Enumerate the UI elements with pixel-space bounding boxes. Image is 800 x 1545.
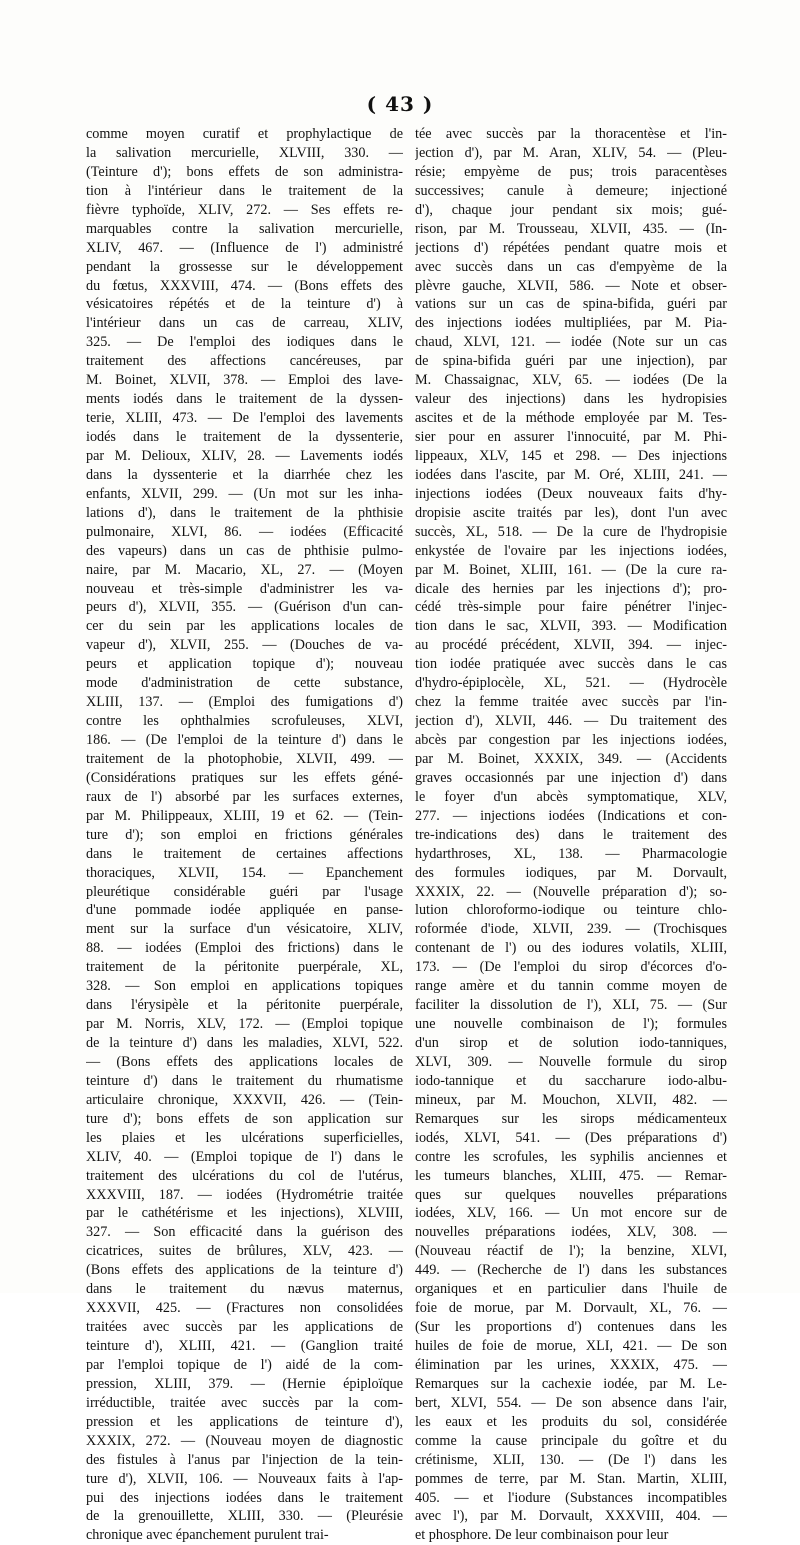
text-line: pleurétique considérable guéri par l'usage — [86, 883, 403, 900]
text-line: iodées dans l'ascite, par M. Oré, XLIII, 241. — — [415, 466, 727, 483]
text-line: successives; canule à demeure; injectioné — [415, 182, 727, 199]
text-line: enfants, XLVII, 299. — (Un mot sur les inha- — [86, 485, 403, 502]
text-line: pommes de terre, par M. Stan. Martin, XLIII, — [415, 1470, 727, 1487]
text-line: jections d') répétées pendant quatre mois et — [415, 239, 727, 256]
text-line: rison, par M. Trousseau, XLVII, 435. — (In- — [415, 220, 727, 237]
text-line: graves occasionnés par une injection d') dans — [415, 769, 727, 786]
text-line: injections iodées (Deux nouveaux faits d'hy- — [415, 485, 727, 502]
text-line: iodo-tannique et du saccharure iodo-albu- — [415, 1072, 727, 1089]
text-line: articulaire chronique, XXXVII, 426. — (Tein- — [86, 1091, 403, 1108]
text-line: par M. Philippeaux, XLIII, 19 et 62. — (Tein- — [86, 807, 403, 824]
left-text-column — [86, 125, 403, 1545]
text-line: fièvre typhoïde, XLIV, 272. — Ses effets re- — [86, 201, 403, 218]
text-line: Remarques sur les sirops médicamenteux — [415, 1110, 727, 1127]
text-line: sier pour en assurer l'innocuité, par M. Phi- — [415, 429, 727, 445]
text-line: contre les scrofules, les syphilis anciennes et — [415, 1148, 727, 1165]
text-line: pendant la grossesse sur le développement — [86, 258, 403, 275]
text-line: (Considérations pratiques sur les effets géné- — [86, 769, 403, 786]
text-line: d'une pommade iodée appliquée en panse- — [86, 902, 403, 919]
text-line: mineux, par M. Mouchon, XLVII, 482. — — [415, 1091, 727, 1108]
text-line: iodées, XLV, 166. — Un mot encore sur de — [415, 1205, 727, 1222]
text-line: iodés dans le traitement de la dyssenterie, — [86, 429, 403, 445]
text-line: pui des injections iodées dans le traitement — [86, 1489, 403, 1506]
text-line: dropisie ascite traités par les), dont l'un avec — [415, 504, 727, 521]
text-line: l'intérieur dans un cas de carreau, XLIV, — [86, 315, 403, 332]
text-line: d'), chaque jour pendant six mois; gué- — [415, 201, 727, 218]
text-line: M. Chassaignac, XLV, 65. — iodées (De la — [415, 372, 727, 389]
text-line: par l'emploi topique de l') aidé de la com- — [86, 1356, 403, 1373]
text-line: par M. Boinet, XLIII, 161. — (De la cure ra- — [415, 561, 727, 578]
text-line: et phosphore. De leur combinaison pour leur — [415, 1527, 669, 1544]
text-line: raux de l') absorbé par les surfaces externes, — [86, 788, 403, 805]
text-line: (Bons effets des applications de la teinture d') — [86, 1262, 403, 1279]
text-line: tion iodée pratiquée avec succès dans le cas — [415, 656, 727, 673]
text-line: valeur des injections) dans les hydropisies — [415, 391, 727, 408]
text-line: une nouvelle combinaison de l'); formules — [415, 1016, 727, 1033]
text-line: traitées avec succès par les applications de — [86, 1319, 403, 1336]
text-line: les plaies et les ulcérations superficielles, — [86, 1129, 403, 1146]
text-line: M. Boinet, XLVII, 378. — Emploi des lave- — [86, 372, 403, 389]
text-line: lations d'), dans le traitement de la phthisie — [86, 504, 403, 521]
text-line: 88. — iodées (Emploi des frictions) dans le — [86, 940, 403, 957]
text-line: vations sur un cas de spina-bifida, guéri par — [415, 296, 727, 313]
text-line: peurs et application topique d'); nouveau — [86, 656, 403, 673]
text-line: de spina-bifida guéri par une injection), par — [415, 353, 727, 370]
text-line: d'un sirop et de solution iodo-tanniques, — [415, 1035, 727, 1051]
text-line: mode d'administration de cette substance, — [86, 675, 403, 692]
text-line: enkystée de l'ovaire par les injections iodées, — [415, 542, 727, 559]
text-line: ture d'); bons effets de son application sur — [86, 1110, 403, 1127]
text-line: la salivation mercurielle, XLVIII, 330. — — [86, 144, 403, 161]
text-line: avec succès dans un cas d'empyème de la — [415, 258, 727, 275]
text-line: bert, XLVI, 554. — De son absence dans l'air, — [415, 1394, 727, 1411]
text-line: roformée d'iode, XLVII, 239. — (Trochisques — [415, 921, 727, 938]
text-line: iodés, XLVI, 541. — (Des préparations d') — [415, 1129, 727, 1146]
text-line: des injections iodées multipliées, par M. Pia- — [415, 315, 727, 332]
text-line: succès, XL, 518. — De la cure de l'hydropisie — [415, 523, 727, 540]
text-line: dans la dyssenterie et la diarrhée chez les — [86, 466, 403, 483]
text-line: ments iodés dans le traitement de la dyssen- — [86, 391, 403, 408]
text-line: XXXVII, 425. — (Fractures non consolidées — [86, 1300, 403, 1317]
text-line: organiques et en particulier dans l'huile de — [415, 1281, 727, 1298]
text-line: XLIII, 137. — (Emploi des fumigations d') — [86, 694, 403, 711]
text-line: comme moyen curatif et prophylactique de — [86, 126, 403, 142]
text-line: dans le traitement du nævus maternus, — [86, 1281, 403, 1298]
text-line: XLVI, 309. — Nouvelle formule du sirop — [415, 1053, 727, 1070]
text-line: traitement de la photophobie, XLVII, 499. — — [86, 750, 403, 767]
text-line: chez la femme traitée avec succès par l'in- — [415, 694, 727, 711]
text-line: dicale des hernies par les injections d'); pro- — [415, 580, 727, 597]
text-line: du fœtus, XXXVIII, 474. — (Bons effets des — [86, 277, 403, 294]
text-line: XLIV, 40. — (Emploi topique de l') dans le — [86, 1148, 403, 1165]
text-line: dans le traitement de certaines affections — [86, 845, 403, 862]
text-line: pression et les applications de teinture d'), — [86, 1413, 403, 1430]
text-line: des formules iodiques, par M. Dorvault, — [415, 864, 727, 881]
text-line: 449. — (Recherche de l') dans les substances — [415, 1262, 727, 1279]
text-line: thoraciques, XLVII, 154. — Epanchement — [86, 864, 403, 881]
text-line: naire, par M. Macario, XL, 27. — (Moyen — [86, 561, 403, 578]
text-line: ques sur quelques nouvelles préparations — [415, 1186, 727, 1203]
text-line: XXXVIII, 187. — iodées (Hydrométrie traitée — [86, 1186, 403, 1203]
text-line: cer du sein par les applications locales de — [86, 618, 403, 635]
text-line: chaud, XLVI, 121. — iodée (Note sur un cas — [415, 334, 727, 351]
page-number: ( 43 ) — [366, 92, 434, 116]
text-line: traitement de la péritonite puerpérale, XL, — [86, 959, 403, 976]
text-line: cicatrices, suites de brûlures, XLV, 423. — — [86, 1243, 403, 1260]
text-line: avec l'), par M. Dorvault, XXXVIII, 404. — — [415, 1508, 727, 1525]
text-line: de la grenouillette, XLIII, 330. — (Pleurésie — [86, 1508, 403, 1525]
text-line: d'hydro-épiplocèle, XL, 521. — (Hydrocèle — [415, 675, 727, 692]
text-line: (Nouveau réactif de l'); la benzine, XLVI, — [415, 1243, 727, 1260]
text-line: — (Bons effets des applications locales de — [86, 1053, 403, 1070]
text-line: les tumeurs blanches, XLIII, 475. — Remar- — [415, 1167, 727, 1184]
text-line: (Sur les proportions d') contenues dans les — [415, 1319, 727, 1336]
text-line: pulmonaire, XLVI, 86. — iodées (Efficacité — [86, 523, 403, 540]
text-line: résie; empyème de pus; trois paracentèses — [415, 163, 727, 180]
text-line: ture d'); son emploi en frictions générales — [86, 826, 403, 843]
text-line: jection d'), par M. Aran, XLIV, 54. — (Pleu- — [415, 144, 727, 161]
text-line: au procédé précédent, XLVII, 394. — injec- — [415, 637, 727, 654]
text-line: par M. Delioux, XLIV, 28. — Lavements iodés — [86, 447, 403, 464]
text-line: vésicatoires répétés et de la teinture d') à — [86, 296, 403, 313]
text-line: plèvre gauche, XLVII, 586. — Note et obser- — [415, 277, 727, 294]
text-line: range amère et du tannin comme moyen de — [415, 978, 727, 995]
text-line: XXXIX, 22. — (Nouvelle préparation d'); so- — [415, 883, 727, 900]
text-line: des vapeurs) dans un cas de phthisie pulmo- — [86, 542, 403, 559]
text-line: foie de morue, par M. Dorvault, XL, 76. — — [415, 1300, 727, 1317]
text-line: 328. — Son emploi en applications topiques — [86, 978, 403, 995]
column-gutter — [408, 130, 409, 1240]
text-line: (Teinture d'); bons effets de son administra- — [86, 163, 403, 180]
text-line: le foyer d'un abcès symptomatique, XLV, — [415, 788, 727, 805]
text-line: vapeur d'), XLVII, 255. — (Douches de va- — [86, 637, 403, 654]
text-line: ture d'), XLVII, 106. — Nouveaux faits à l'ap- — [86, 1470, 403, 1487]
text-line: traitement des affections cancéreuses, par — [86, 353, 403, 370]
text-line: par M. Boinet, XXXIX, 349. — (Accidents — [415, 750, 727, 767]
text-line: 405. — et l'iodure (Substances incompatibles — [415, 1489, 727, 1506]
right-text-column — [415, 125, 727, 1545]
text-line: comme la cause principale du goître et du — [415, 1432, 727, 1449]
text-line: traitement des ulcérations du col de l'utérus, — [86, 1167, 403, 1184]
text-line: terie, XLIII, 473. — De l'emploi des lavements — [86, 410, 403, 427]
text-line: hydarthroses, XL, 138. — Pharmacologie — [415, 845, 727, 862]
text-line: pression, XLIII, 379. — (Hernie épiploïque — [86, 1375, 403, 1392]
text-line: de la teinture d') dans les maladies, XLVI, 522. — [86, 1035, 403, 1051]
text-line: lippeaux, XLV, 145 et 298. — Des injections — [415, 447, 727, 464]
text-line: contenant de l') ou des iodures volatils, XLIII, — [415, 940, 727, 957]
text-line: 277. — injections iodées (Indications et con- — [415, 807, 727, 824]
text-line: teinture d'), XLIII, 421. — (Ganglion traité — [86, 1338, 403, 1354]
text-line: huiles de foie de morue, XLI, 421. — De son — [415, 1338, 727, 1354]
text-line: irréductible, traitée avec succès par la com- — [86, 1394, 403, 1411]
text-line: faciliter la dissolution de l'), XLI, 75. — (Sur — [415, 997, 727, 1014]
text-line: tée avec succès par la thoracentèse et l'in- — [415, 126, 727, 142]
text-line: tion à l'intérieur dans le traitement de la — [86, 182, 403, 199]
text-line: contre les ophthalmies scrofuleuses, XLVI, — [86, 713, 403, 730]
text-line: ascites et de la méthode employée par M. Tes- — [415, 410, 727, 427]
text-line: nouveau et très-simple d'administrer les va- — [86, 580, 403, 597]
text-line: lution chloroformo-iodique ou teinture chlo- — [415, 902, 727, 919]
text-line: 325. — De l'emploi des iodiques dans le — [86, 334, 403, 351]
text-line: chronique avec épanchement purulent trai- — [86, 1527, 329, 1544]
text-line: 173. — (De l'emploi du sirop d'écorces d'o- — [415, 959, 727, 976]
text-line: tre-indications des) dans le traitement des — [415, 826, 727, 843]
text-line: 186. — (De l'emploi de la teinture d') dans le — [86, 732, 403, 748]
text-line: XXXIX, 272. — (Nouveau moyen de diagnostic — [86, 1432, 403, 1449]
text-line: ment sur la surface d'un vésicatoire, XLIV, — [86, 921, 403, 938]
text-line: abcès par congestion par les injections iodées, — [415, 732, 727, 748]
text-line: 327. — Son efficacité dans la guérison des — [86, 1224, 403, 1241]
text-line: crétinisme, XLII, 130. — (De l') dans les — [415, 1451, 727, 1468]
text-line: nouvelles préparations iodées, XLV, 308. — — [415, 1224, 727, 1241]
text-line: teinture d') dans le traitement du rhumatisme — [86, 1072, 403, 1089]
text-line: les eaux et les produits du sol, considérée — [415, 1413, 727, 1430]
text-line: tion dans le sac, XLVII, 393. — Modification — [415, 618, 727, 635]
text-line: par le cathétérisme et les injections), XLVIII, — [86, 1205, 403, 1222]
text-line: jection d'), XLVII, 446. — Du traitement des — [415, 713, 727, 730]
text-line: cédé très-simple pour faire pénétrer l'injec- — [415, 599, 727, 616]
text-line: Remarques sur la cachexie iodée, par M. Le- — [415, 1375, 727, 1392]
text-line: marquables contre la salivation mercurielle, — [86, 220, 403, 237]
text-line: XLIV, 467. — (Influence de l') administré — [86, 239, 403, 256]
text-line: peurs d'), XLVII, 355. — (Guérison d'un can- — [86, 599, 403, 616]
text-line: des fistules à l'anus par l'injection de la tein- — [86, 1451, 403, 1468]
text-line: dans l'érysipèle et la péritonite puerpérale, — [86, 997, 403, 1014]
text-line: par M. Norris, XLV, 172. — (Emploi topique — [86, 1016, 403, 1033]
text-line: élimination par les urines, XXXIX, 475. — — [415, 1356, 727, 1373]
